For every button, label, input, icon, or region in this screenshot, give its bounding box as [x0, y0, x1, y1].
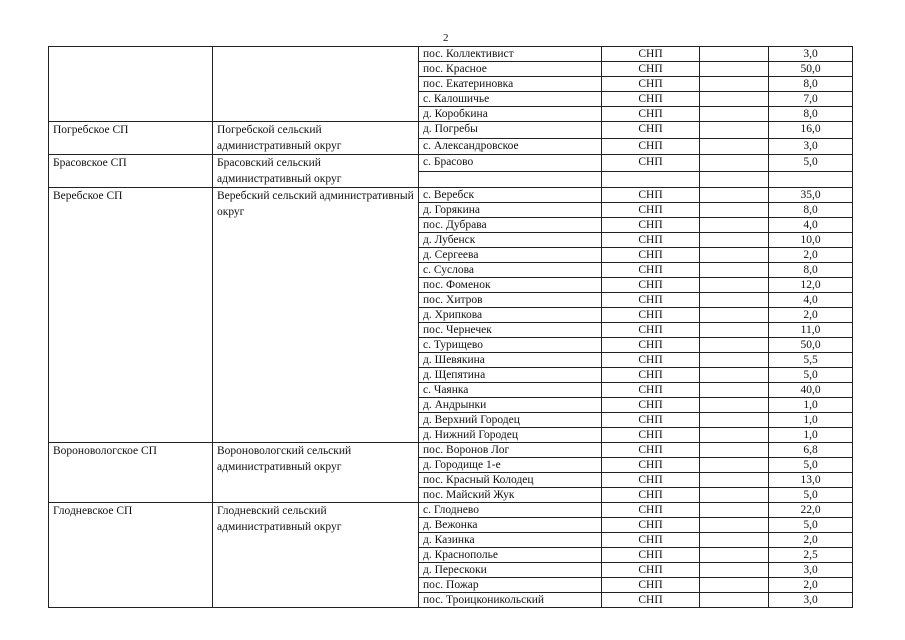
type-cell: СНП	[602, 428, 700, 443]
settlement-cell: с. Турищево	[419, 338, 602, 353]
empty-cell	[700, 578, 769, 593]
empty-cell	[700, 233, 769, 248]
settlement-cell: д. Краснополье	[419, 548, 602, 563]
settlement-cell: д. Нижний Городец	[419, 428, 602, 443]
type-cell: СНП	[602, 122, 700, 139]
empty-cell	[700, 308, 769, 323]
type-cell: СНП	[602, 138, 700, 155]
value-cell: 8,0	[769, 203, 853, 218]
empty-cell	[700, 248, 769, 263]
value-cell: 13,0	[769, 473, 853, 488]
value-cell: 5,0	[769, 518, 853, 533]
value-cell: 40,0	[769, 383, 853, 398]
settlement-cell: пос. Хитров	[419, 293, 602, 308]
settlement-cell: д. Казинка	[419, 533, 602, 548]
settlement-cell: д. Горякина	[419, 203, 602, 218]
type-cell: СНП	[602, 488, 700, 503]
table-row	[49, 155, 853, 172]
value-cell: 8,0	[769, 107, 853, 122]
settlement-cell: пос. Красное	[419, 62, 602, 77]
settlement-cell	[419, 171, 602, 188]
settlement-cell: пос. Пожар	[419, 578, 602, 593]
empty-cell	[700, 155, 769, 172]
settlement-cell: с. Чаянка	[419, 383, 602, 398]
type-cell: СНП	[602, 413, 700, 428]
empty-cell	[700, 398, 769, 413]
value-cell: 4,0	[769, 293, 853, 308]
settlement-cell: с. Брасово	[419, 155, 602, 172]
empty-cell	[700, 77, 769, 92]
empty-cell	[700, 593, 769, 608]
value-cell: 4,0	[769, 218, 853, 233]
type-cell: СНП	[602, 92, 700, 107]
settlement-cell: д. Лубенск	[419, 233, 602, 248]
value-cell: 1,0	[769, 398, 853, 413]
type-cell: СНП	[602, 338, 700, 353]
type-cell: СНП	[602, 263, 700, 278]
type-cell: СНП	[602, 353, 700, 368]
sp-name-cell	[49, 47, 213, 122]
table-row	[49, 47, 853, 62]
empty-cell	[700, 458, 769, 473]
settlement-cell: с. Александровское	[419, 138, 602, 155]
empty-cell	[700, 203, 769, 218]
type-cell: СНП	[602, 593, 700, 608]
value-cell: 3,0	[769, 138, 853, 155]
type-cell: СНП	[602, 518, 700, 533]
type-cell: СНП	[602, 323, 700, 338]
settlement-cell: пос. Красный Колодец	[419, 473, 602, 488]
value-cell: 16,0	[769, 122, 853, 139]
type-cell: СНП	[602, 47, 700, 62]
settlement-cell: пос. Воронов Лог	[419, 443, 602, 458]
type-cell: СНП	[602, 293, 700, 308]
settlement-cell: д. Коробкина	[419, 107, 602, 122]
okrug-name-cell: Глодневский сельский административный округ	[213, 503, 419, 608]
value-cell: 6,8	[769, 443, 853, 458]
value-cell: 3,0	[769, 563, 853, 578]
empty-cell	[700, 533, 769, 548]
type-cell: СНП	[602, 203, 700, 218]
settlement-cell: д. Хрипкова	[419, 308, 602, 323]
type-cell: СНП	[602, 368, 700, 383]
value-cell: 35,0	[769, 188, 853, 203]
type-cell: СНП	[602, 248, 700, 263]
empty-cell	[700, 548, 769, 563]
settlement-cell: пос. Дубрава	[419, 218, 602, 233]
value-cell: 3,0	[769, 593, 853, 608]
value-cell: 22,0	[769, 503, 853, 518]
value-cell: 2,0	[769, 308, 853, 323]
empty-cell	[700, 171, 769, 188]
type-cell: СНП	[602, 77, 700, 92]
page-number: 2	[443, 32, 449, 44]
settlement-cell: д. Щепятина	[419, 368, 602, 383]
empty-cell	[700, 518, 769, 533]
sp-name-cell: Погребское СП	[49, 122, 213, 155]
settlements-table-body	[49, 47, 853, 608]
okrug-name-cell: Вороновологский сельский административный округ	[213, 443, 419, 503]
table-row	[49, 443, 853, 458]
settlement-cell: с. Веребск	[419, 188, 602, 203]
value-cell: 5,5	[769, 353, 853, 368]
type-cell: СНП	[602, 458, 700, 473]
empty-cell	[700, 563, 769, 578]
type-cell: СНП	[602, 443, 700, 458]
table-row	[49, 503, 853, 518]
type-cell: СНП	[602, 578, 700, 593]
empty-cell	[700, 107, 769, 122]
sp-name-cell: Вороновологское СП	[49, 443, 213, 503]
settlement-cell: д. Перескоки	[419, 563, 602, 578]
value-cell: 8,0	[769, 77, 853, 92]
empty-cell	[700, 188, 769, 203]
settlement-cell: д. Верхний Городец	[419, 413, 602, 428]
empty-cell	[700, 488, 769, 503]
value-cell	[769, 171, 853, 188]
sp-name-cell: Брасовское СП	[49, 155, 213, 188]
settlement-cell: с. Калошичье	[419, 92, 602, 107]
type-cell: СНП	[602, 473, 700, 488]
empty-cell	[700, 368, 769, 383]
settlement-cell: пос. Чернечек	[419, 323, 602, 338]
type-cell: СНП	[602, 218, 700, 233]
type-cell	[602, 171, 700, 188]
okrug-name-cell: Погребской сельский административный округ	[213, 122, 419, 155]
value-cell: 2,5	[769, 548, 853, 563]
empty-cell	[700, 443, 769, 458]
table-row	[49, 122, 853, 139]
type-cell: СНП	[602, 563, 700, 578]
type-cell: СНП	[602, 533, 700, 548]
empty-cell	[700, 92, 769, 107]
empty-cell	[700, 353, 769, 368]
type-cell: СНП	[602, 107, 700, 122]
type-cell: СНП	[602, 548, 700, 563]
settlement-cell: пос. Фоменок	[419, 278, 602, 293]
type-cell: СНП	[602, 188, 700, 203]
value-cell: 7,0	[769, 92, 853, 107]
value-cell: 50,0	[769, 338, 853, 353]
settlement-cell: пос. Коллективист	[419, 47, 602, 62]
empty-cell	[700, 218, 769, 233]
empty-cell	[700, 278, 769, 293]
value-cell: 2,0	[769, 248, 853, 263]
sp-name-cell: Глодневское СП	[49, 503, 213, 608]
settlement-cell: с. Глоднево	[419, 503, 602, 518]
empty-cell	[700, 62, 769, 77]
empty-cell	[700, 503, 769, 518]
table-row	[49, 188, 853, 203]
empty-cell	[700, 383, 769, 398]
empty-cell	[700, 323, 769, 338]
value-cell: 3,0	[769, 47, 853, 62]
empty-cell	[700, 122, 769, 139]
type-cell: СНП	[602, 383, 700, 398]
type-cell: СНП	[602, 503, 700, 518]
empty-cell	[700, 428, 769, 443]
empty-cell	[700, 263, 769, 278]
type-cell: СНП	[602, 62, 700, 77]
settlements-table	[48, 46, 853, 608]
okrug-name-cell	[213, 47, 419, 122]
value-cell: 2,0	[769, 578, 853, 593]
empty-cell	[700, 413, 769, 428]
type-cell: СНП	[602, 233, 700, 248]
value-cell: 5,0	[769, 488, 853, 503]
value-cell: 11,0	[769, 323, 853, 338]
type-cell: СНП	[602, 278, 700, 293]
empty-cell	[700, 47, 769, 62]
settlement-cell: с. Суслова	[419, 263, 602, 278]
value-cell: 50,0	[769, 62, 853, 77]
empty-cell	[700, 138, 769, 155]
settlement-cell: д. Погребы	[419, 122, 602, 139]
settlement-cell: пос. Майский Жук	[419, 488, 602, 503]
empty-cell	[700, 293, 769, 308]
value-cell: 1,0	[769, 428, 853, 443]
settlement-cell: д. Андрынки	[419, 398, 602, 413]
value-cell: 2,0	[769, 533, 853, 548]
empty-cell	[700, 338, 769, 353]
empty-cell	[700, 473, 769, 488]
sp-name-cell: Веребское СП	[49, 188, 213, 443]
value-cell: 5,0	[769, 155, 853, 172]
value-cell: 5,0	[769, 458, 853, 473]
settlement-cell: д. Сергеева	[419, 248, 602, 263]
settlement-cell: д. Шевякина	[419, 353, 602, 368]
settlement-cell: д. Вежонка	[419, 518, 602, 533]
okrug-name-cell: Веребский сельский административный округ	[213, 188, 419, 443]
type-cell: СНП	[602, 398, 700, 413]
settlement-cell: пос. Троицконикольский	[419, 593, 602, 608]
type-cell: СНП	[602, 155, 700, 172]
value-cell: 1,0	[769, 413, 853, 428]
type-cell: СНП	[602, 308, 700, 323]
settlement-cell: д. Городище 1-е	[419, 458, 602, 473]
value-cell: 8,0	[769, 263, 853, 278]
value-cell: 5,0	[769, 368, 853, 383]
value-cell: 10,0	[769, 233, 853, 248]
value-cell: 12,0	[769, 278, 853, 293]
okrug-name-cell: Брасовский сельский административный округ	[213, 155, 419, 188]
settlement-cell: пос. Екатериновка	[419, 77, 602, 92]
